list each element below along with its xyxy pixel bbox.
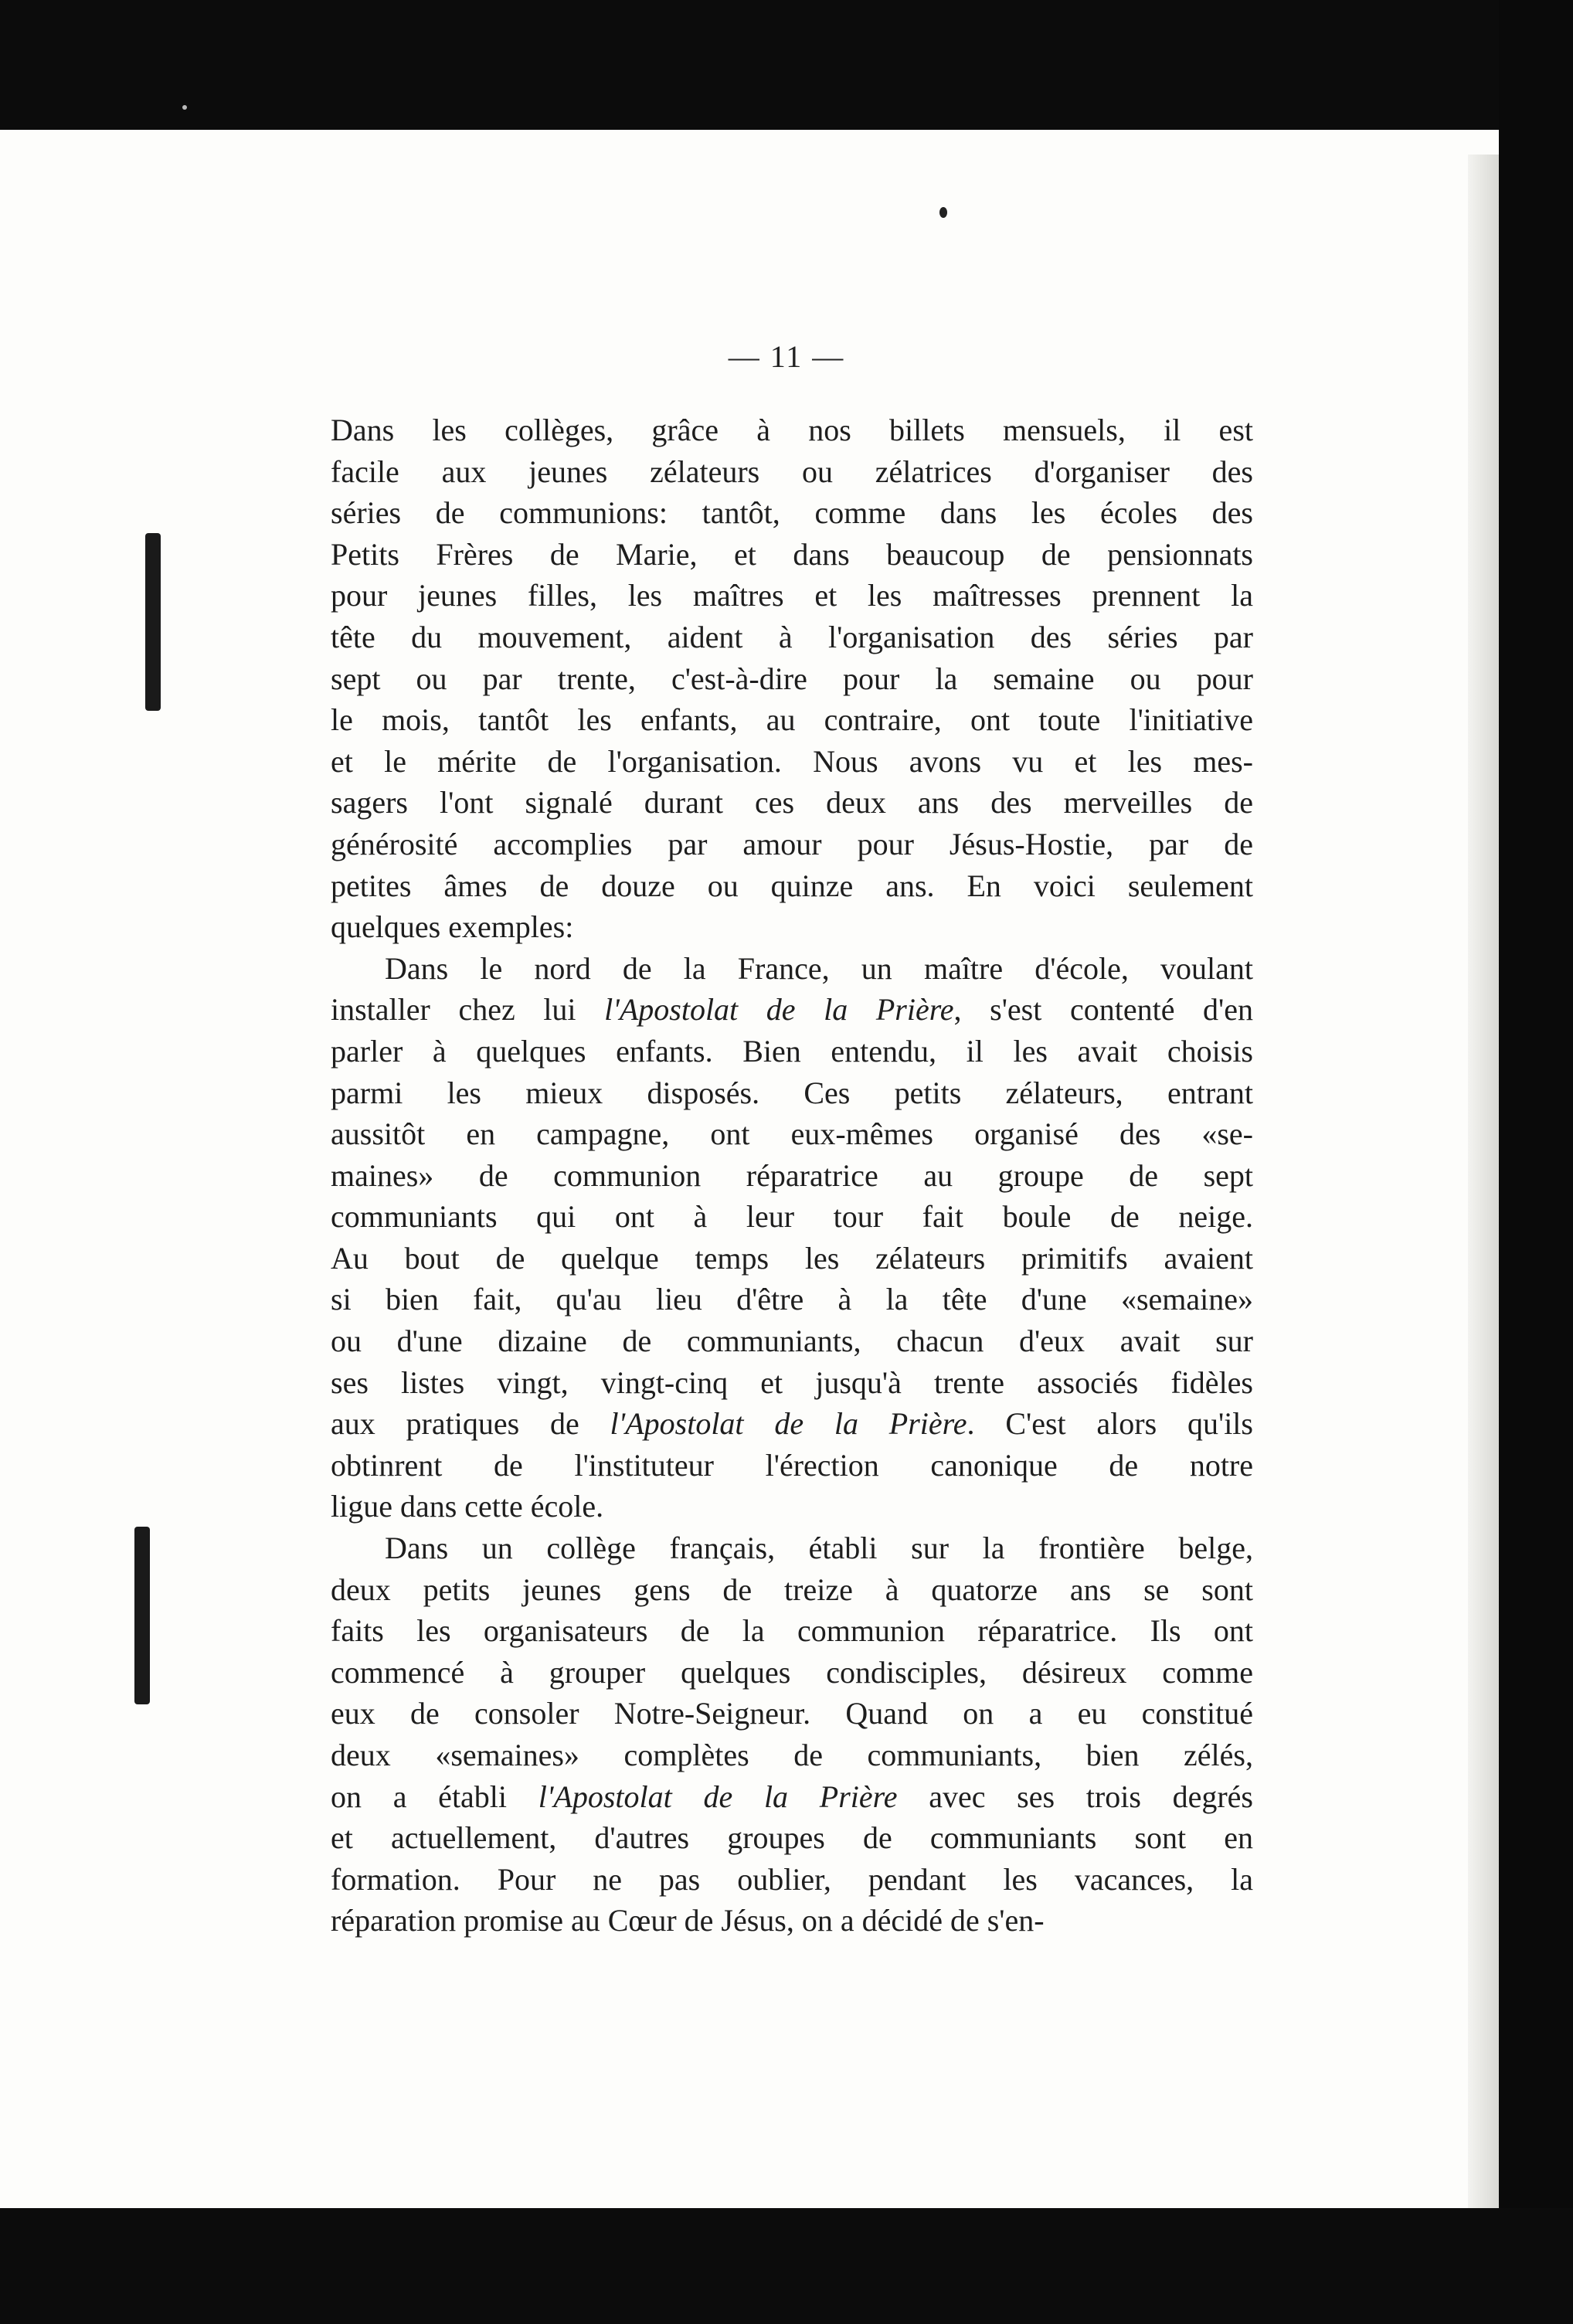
scan-background-bottom (0, 2208, 1573, 2324)
text-line: commencé à grouper quelques condisciples, désireux comme (331, 1654, 1253, 1690)
text-line: Dans les collèges, grâce à nos billets mensuels, il est (331, 413, 1253, 447)
binding-staple-upper (145, 533, 161, 711)
text-line: le mois, tantôt les enfants, au contraire, ont toute l'initiative (331, 702, 1253, 738)
ink-speck (182, 105, 187, 110)
text-line: ou d'une dizaine de communiants, chacun d'eux avait sur (331, 1323, 1253, 1359)
text-line: faits les organisateurs de la communion réparatrice. Ils ont (331, 1613, 1253, 1649)
text-line: aux pratiques de l'Apostolat de la Prière. C'est alors qu'ils (331, 1406, 1253, 1442)
text-line: maines» de communion réparatrice au groupe de sept (331, 1157, 1253, 1193)
ink-speck (939, 207, 947, 218)
text-line: et actuellement, d'autres groupes de communiants sont en (331, 1820, 1253, 1856)
italic-title: l'Apostolat de la Prière (604, 992, 954, 1028)
text-line: générosité accomplies par amour pour Jésus-Hostie, par de (331, 826, 1253, 861)
text-line: obtinrent de l'instituteur l'érection canonique de notre (331, 1447, 1253, 1483)
page-edge-shadow (1468, 155, 1499, 2208)
text-line: aussitôt en campagne, ont eux-mêmes organisé des «se- (331, 1116, 1253, 1152)
italic-title: l'Apostolat de la Prière (610, 1406, 967, 1442)
text-line: facile aux jeunes zélateurs ou zélatrices d'organiser des (331, 454, 1253, 489)
paragraph (331, 409, 1253, 948)
text-line: parmi les mieux disposés. Ces petits zélateurs, entrant (331, 1075, 1253, 1110)
paragraph (331, 1527, 1253, 1942)
text-line: formation. Pour ne pas oublier, pendant les vacances, la (331, 1861, 1253, 1897)
text-line: parler à quelques enfants. Bien entendu, il les avait choisis (331, 1033, 1253, 1069)
text-line: séries de communions: tantôt, comme dans les écoles des (331, 495, 1253, 531)
body-text (331, 409, 1253, 1942)
text-line: ligue dans cette école. (331, 1489, 604, 1524)
text-line: sagers l'ont signalé durant ces deux ans des merveilles de (331, 785, 1253, 821)
text-line: eux de consoler Notre-Seigneur. Quand on a eu constitué (331, 1696, 1253, 1731)
text-line: et le mérite de l'organisation. Nous avons vu et les mes- (331, 743, 1253, 779)
text-line: Au bout de quelque temps les zélateurs primitifs avaient (331, 1240, 1253, 1276)
text-line: Dans le nord de la France, un maître d'école, voulant (385, 950, 1253, 986)
text-line: installer chez lui l'Apostolat de la Prière, s'est contenté d'en (331, 992, 1254, 1028)
text-line: réparation promise au Cœur de Jésus, on a décidé de s'en- (331, 1903, 1045, 1938)
text-line: Petits Frères de Marie, et dans beaucoup de pensionnats (331, 536, 1253, 572)
page-number: — 11 — (728, 339, 845, 374)
scan-background-top (0, 0, 1573, 130)
paragraph (331, 948, 1253, 1527)
text-line: pour jeunes filles, les maîtres et les maîtresses prennent la (331, 578, 1253, 613)
text-line: ses listes vingt, vingt-cinq et jusqu'à trente associés fidèles (331, 1364, 1253, 1400)
text-line: petites âmes de douze ou quinze ans. En voici seulement (331, 868, 1253, 903)
italic-title: l'Apostolat de la Prière (538, 1779, 898, 1814)
text-line: quelques exemples: (331, 909, 574, 945)
text-line: on a établi l'Apostolat de la Prière avec ses trois degrés (331, 1779, 1254, 1814)
binding-staple-lower (134, 1527, 150, 1704)
text-line: deux petits jeunes gens de treize à quatorze ans se sont (331, 1571, 1253, 1607)
text-line: Dans un collège français, établi sur la frontière belge, (385, 1531, 1253, 1566)
text-line: deux «semaines» complètes de communiants, bien zélés, (331, 1738, 1253, 1772)
text-line: communiants qui ont à leur tour fait boule de neige. (331, 1199, 1253, 1235)
text-line: si bien fait, qu'au lieu d'être à la tête d'une «semaine» (331, 1282, 1253, 1317)
text-line: tête du mouvement, aident à l'organisation des séries par (331, 619, 1253, 654)
text-line: sept ou par trente, c'est-à-dire pour la semaine ou pour (331, 661, 1253, 696)
